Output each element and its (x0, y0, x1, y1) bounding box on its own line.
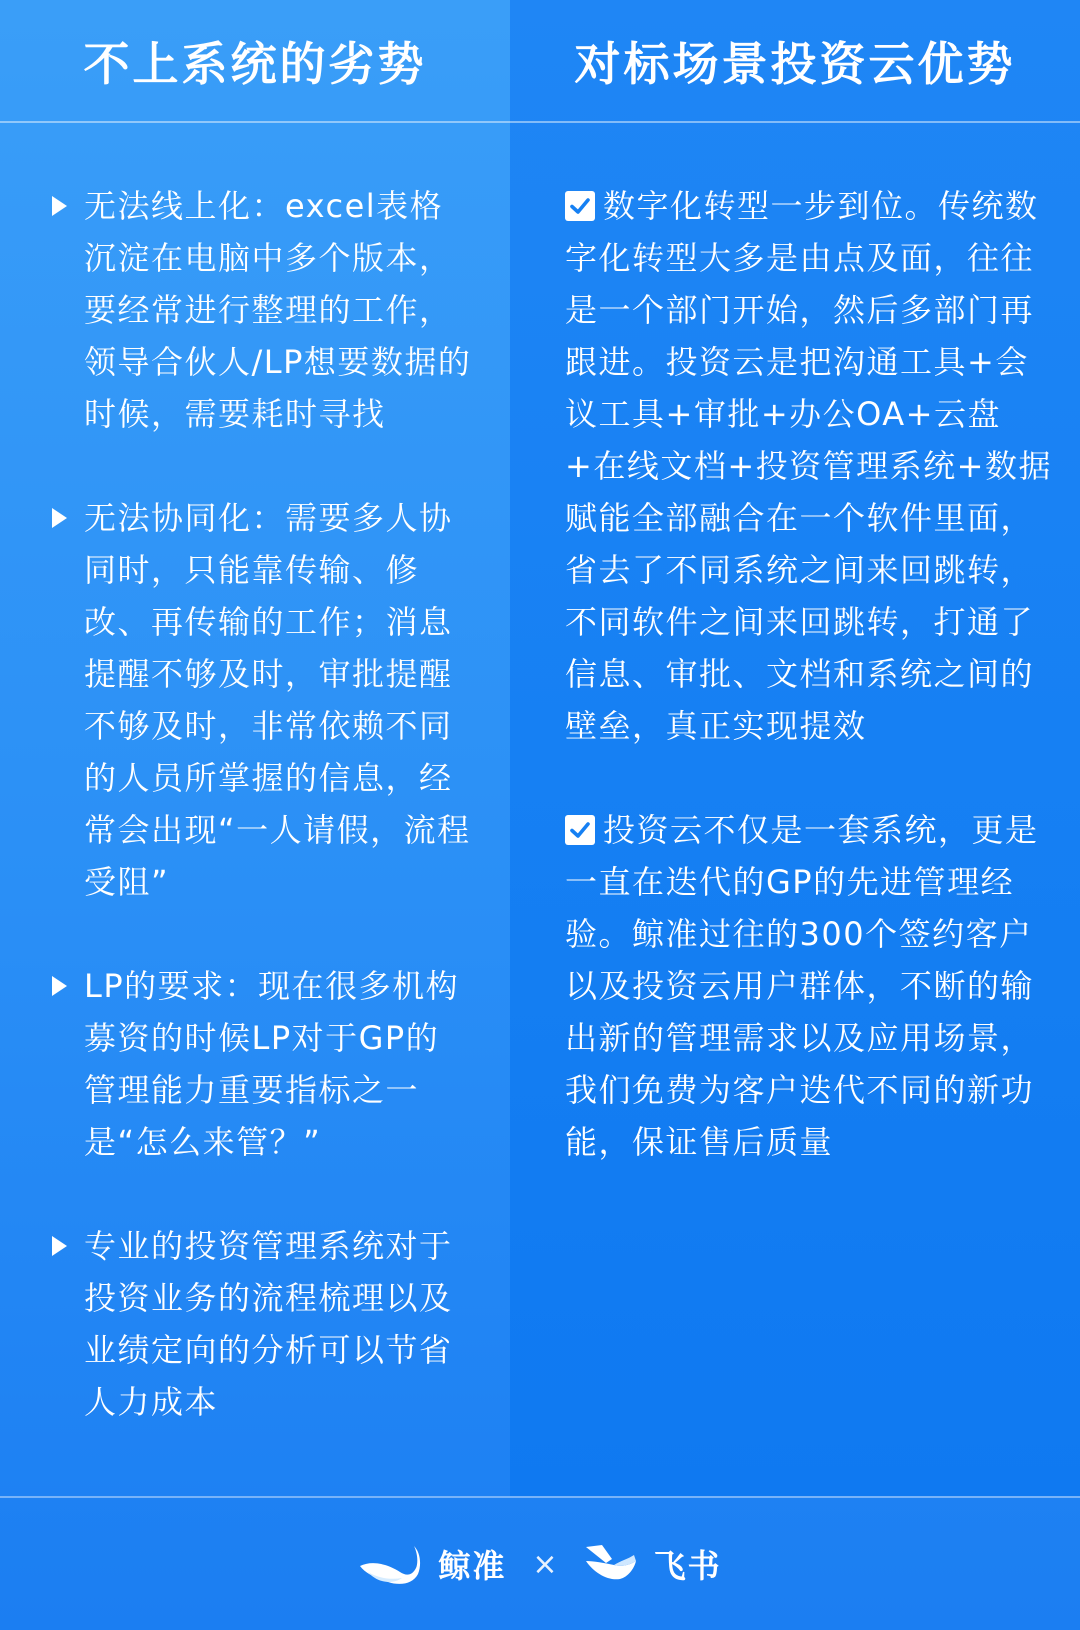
right-column-title: 对标场景投资云优势 (574, 37, 1016, 91)
disadvantage-text: 无法线上化：excel表格沉淀在电脑中多个版本，要经常进行整理的工作，领导合伙人/LP想要数据的时候，需要耗时寻找 (84, 187, 472, 433)
brand-jingzhun-name: 鲸准 (438, 1547, 507, 1585)
whale-logo-icon (358, 1542, 422, 1586)
triangle-right-icon (52, 196, 67, 216)
disadvantage-text: 专业的投资管理系统对于投资业务的流程梳理以及业绩定向的分析可以节省人力成本 (84, 1227, 453, 1421)
advantage-item (565, 180, 1055, 752)
checkbox-checked-icon (565, 815, 595, 845)
triangle-right-icon (52, 508, 67, 528)
footer (0, 1498, 1080, 1630)
collaboration-separator: × (532, 1546, 558, 1582)
disadvantage-item (52, 492, 472, 908)
advantages-list (565, 180, 1055, 1220)
disadvantage-item (52, 180, 472, 440)
disadvantage-text: 无法协同化：需要多人协同时，只能靠传输、修改、再传输的工作；消息提醒不够及时，审批提醒不够及时，非常依赖不同的人员所掌握的信息，经常会出现“一人请假，流程受阻” (84, 499, 471, 901)
advantage-text: 数字化转型一步到位。传统数字化转型大多是由点及面，往往是一个部门开始，然后多部门再跟进。投资云是把沟通工具+会议工具+审批+办公OA+云盘+在线文档+投资管理系统+数据赋能全部融合在一个软件里面，省去了不同系统之间来回跳转，不同软件之间来回跳转，打通了信息、审批、文档和系统之间的壁垒，真正实现提效 (565, 187, 1052, 745)
triangle-right-icon (52, 976, 67, 996)
disadvantage-item (52, 1220, 472, 1428)
header-divider (0, 121, 1080, 123)
header (0, 0, 1080, 122)
advantage-text: 投资云不仅是一套系统，更是一直在迭代的GP的先进管理经验。鲸准过往的300个签约客户以及投资云用户群体，不断的输出新的管理需求以及应用场景，我们免费为客户迭代不同的新功能，保证售后质量 (565, 811, 1039, 1161)
triangle-right-icon (52, 1236, 67, 1256)
disadvantage-text: LP的要求：现在很多机构募资的时候LP对于GP的管理能力重要指标之一是“怎么来管？” (84, 967, 460, 1161)
checkbox-checked-icon (565, 191, 595, 221)
brand-jingzhun (358, 1541, 506, 1587)
disadvantages-list (52, 180, 472, 1480)
brand-feishu (584, 1541, 722, 1587)
brand-feishu-name: 飞书 (653, 1547, 722, 1585)
advantage-item (565, 804, 1055, 1168)
feishu-bird-logo-icon (584, 1543, 638, 1585)
left-column-title: 不上系统的劣势 (83, 37, 427, 91)
disadvantage-item (52, 960, 472, 1168)
